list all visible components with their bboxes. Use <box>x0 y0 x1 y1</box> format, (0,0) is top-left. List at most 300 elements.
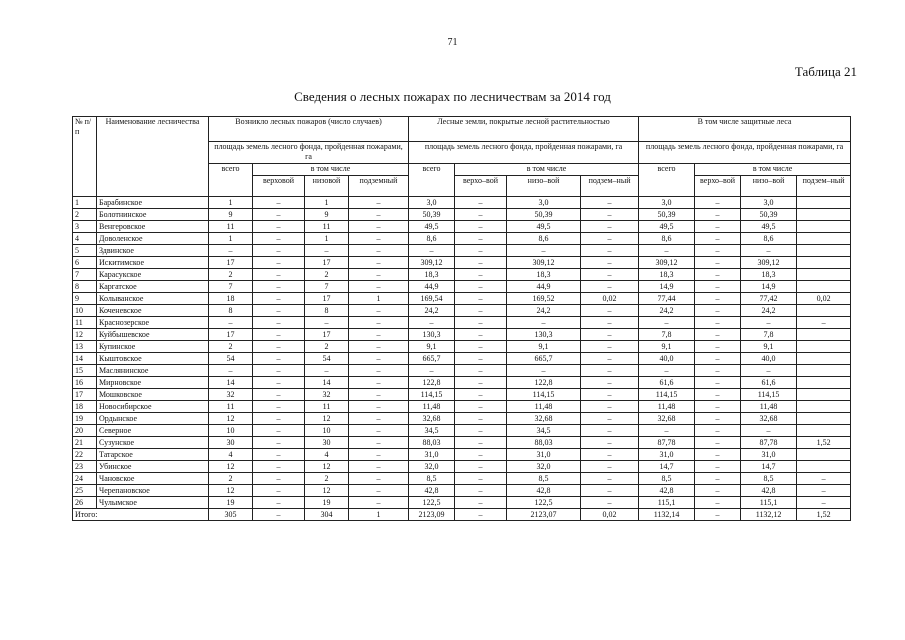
table-cell: – <box>253 269 305 281</box>
table-cell: 11 <box>209 221 253 233</box>
table-body <box>73 197 851 521</box>
table-cell: 8,6 <box>507 233 581 245</box>
header-ground-1: низовой <box>305 176 349 197</box>
table-cell: 12 <box>209 485 253 497</box>
table-cell: – <box>695 449 741 461</box>
table-cell: – <box>695 197 741 209</box>
table-row <box>73 497 851 509</box>
table-cell: – <box>581 413 639 425</box>
table-cell: 49,5 <box>741 221 797 233</box>
table-cell: 32,68 <box>409 413 455 425</box>
table-cell <box>797 413 851 425</box>
table-cell: 0,02 <box>797 293 851 305</box>
table-cell: 14,7 <box>741 461 797 473</box>
table-cell: 32,68 <box>507 413 581 425</box>
table-cell: – <box>349 437 409 449</box>
table-row <box>73 353 851 365</box>
table-cell <box>797 257 851 269</box>
table-cell: 18,3 <box>639 269 695 281</box>
table-cell: 61,6 <box>741 377 797 389</box>
table-cell: – <box>581 329 639 341</box>
table-cell: 44,9 <box>507 281 581 293</box>
total-label: Итого: <box>73 509 209 521</box>
table-cell: – <box>253 413 305 425</box>
table-cell: – <box>253 353 305 365</box>
table-cell: 8,5 <box>507 473 581 485</box>
header-fires-count: Возникло лесных пожаров (число случаев) <box>209 117 409 142</box>
header-area-3: площадь земель лесного фонда, пройденная пожарами, га <box>639 142 851 164</box>
table-cell: – <box>455 329 507 341</box>
table-cell: – <box>349 365 409 377</box>
table-cell: 8 <box>305 305 349 317</box>
table-cell: – <box>253 245 305 257</box>
table-cell: – <box>695 473 741 485</box>
table-cell: 8,6 <box>639 233 695 245</box>
table-cell: 309,12 <box>409 257 455 269</box>
table-row <box>73 377 851 389</box>
table-cell: – <box>581 197 639 209</box>
table-cell: 1 <box>209 233 253 245</box>
table-cell: 61,6 <box>639 377 695 389</box>
table-row <box>73 341 851 353</box>
forestry-name: Куйбышевское <box>97 329 209 341</box>
table-cell: 12 <box>305 461 349 473</box>
table-cell: – <box>455 461 507 473</box>
row-number: 13 <box>73 341 97 353</box>
total-cell: 304 <box>305 509 349 521</box>
table-cell: – <box>349 461 409 473</box>
forestry-name: Болотнинское <box>97 209 209 221</box>
table-row <box>73 281 851 293</box>
table-cell: – <box>349 353 409 365</box>
row-number: 23 <box>73 461 97 473</box>
table-cell: 665,7 <box>409 353 455 365</box>
header-protective-forest: В том числе защитные леса <box>639 117 851 142</box>
table-cell: – <box>581 389 639 401</box>
table-cell: 3,0 <box>639 197 695 209</box>
table-cell: 1 <box>209 197 253 209</box>
table-cell: 12 <box>305 485 349 497</box>
table-cell: 17 <box>305 329 349 341</box>
table-cell: – <box>349 329 409 341</box>
table-cell: – <box>349 269 409 281</box>
table-cell: – <box>741 365 797 377</box>
header-including-3: в том числе <box>695 164 851 176</box>
table-cell: – <box>695 281 741 293</box>
table-cell: 115,1 <box>639 497 695 509</box>
table-cell: – <box>507 245 581 257</box>
table-cell: – <box>797 497 851 509</box>
forestry-name: Мошковское <box>97 389 209 401</box>
header-name: Наименование лесничества <box>97 117 209 197</box>
table-cell: – <box>455 365 507 377</box>
table-cell: – <box>695 305 741 317</box>
table-cell: – <box>639 425 695 437</box>
table-cell: – <box>253 389 305 401</box>
table-cell: 11 <box>209 401 253 413</box>
row-number: 9 <box>73 293 97 305</box>
table-cell: 11,48 <box>409 401 455 413</box>
table-cell: – <box>695 245 741 257</box>
table-cell: – <box>695 365 741 377</box>
table-cell: 0,02 <box>581 293 639 305</box>
table-cell: – <box>409 317 455 329</box>
table-cell: 2 <box>305 473 349 485</box>
table-cell: 130,3 <box>409 329 455 341</box>
table-cell <box>797 341 851 353</box>
table-cell: 77,44 <box>639 293 695 305</box>
total-cell: 1,52 <box>797 509 851 521</box>
table-cell: 3,0 <box>741 197 797 209</box>
table-cell: 17 <box>209 329 253 341</box>
forestry-name: Колыванское <box>97 293 209 305</box>
table-cell <box>797 269 851 281</box>
table-cell: – <box>253 473 305 485</box>
table-cell: – <box>507 317 581 329</box>
table-cell: – <box>455 245 507 257</box>
table-cell: – <box>507 365 581 377</box>
table-cell: – <box>581 437 639 449</box>
row-number: 5 <box>73 245 97 257</box>
table-cell: – <box>741 425 797 437</box>
table-cell: 14 <box>305 377 349 389</box>
total-cell: 1132,12 <box>741 509 797 521</box>
table-cell: 11,48 <box>507 401 581 413</box>
table-cell: 88,03 <box>409 437 455 449</box>
table-cell: – <box>455 305 507 317</box>
table-cell: – <box>455 209 507 221</box>
table-cell: 31,0 <box>639 449 695 461</box>
forestry-name: Купинское <box>97 341 209 353</box>
forest-fires-table <box>72 116 851 521</box>
table-cell: – <box>695 269 741 281</box>
table-cell <box>797 353 851 365</box>
row-number: 3 <box>73 221 97 233</box>
table-cell: – <box>349 317 409 329</box>
table-cell: – <box>253 233 305 245</box>
table-cell: – <box>349 197 409 209</box>
table-cell: 31,0 <box>741 449 797 461</box>
total-cell: – <box>455 509 507 521</box>
table-cell: – <box>349 209 409 221</box>
table-cell <box>797 233 851 245</box>
table-row <box>73 449 851 461</box>
table-cell: 50,39 <box>409 209 455 221</box>
table-cell: – <box>349 221 409 233</box>
table-cell: – <box>695 329 741 341</box>
table-cell: 10 <box>305 425 349 437</box>
table-cell: 18 <box>209 293 253 305</box>
table-cell: 32,68 <box>639 413 695 425</box>
table-cell: 42,8 <box>639 485 695 497</box>
table-cell: 114,15 <box>741 389 797 401</box>
table-cell: – <box>349 233 409 245</box>
header-underground-1: подземный <box>349 176 409 197</box>
row-number: 26 <box>73 497 97 509</box>
table-cell: – <box>455 413 507 425</box>
table-cell: 12 <box>209 413 253 425</box>
row-number: 8 <box>73 281 97 293</box>
table-cell: – <box>253 365 305 377</box>
table-cell: – <box>695 485 741 497</box>
table-row <box>73 425 851 437</box>
table-cell: – <box>695 389 741 401</box>
table-cell: – <box>639 317 695 329</box>
table-cell: – <box>581 353 639 365</box>
table-cell: – <box>455 257 507 269</box>
row-number: 25 <box>73 485 97 497</box>
table-cell: 169,52 <box>507 293 581 305</box>
table-cell: 130,3 <box>507 329 581 341</box>
table-cell: – <box>695 317 741 329</box>
table-cell: 3,0 <box>409 197 455 209</box>
table-cell: – <box>209 317 253 329</box>
table-cell: – <box>349 497 409 509</box>
table-cell: 19 <box>305 497 349 509</box>
table-cell: 14,9 <box>741 281 797 293</box>
table-cell: – <box>253 449 305 461</box>
table-cell: 11,48 <box>741 401 797 413</box>
table-cell: 24,2 <box>507 305 581 317</box>
table-cell: – <box>455 449 507 461</box>
table-cell: – <box>349 449 409 461</box>
table-cell: – <box>455 353 507 365</box>
forestry-name: Доволенское <box>97 233 209 245</box>
table-cell <box>797 449 851 461</box>
table-cell <box>797 401 851 413</box>
row-number: 19 <box>73 413 97 425</box>
table-row <box>73 437 851 449</box>
forestry-name: Сузунское <box>97 437 209 449</box>
table-cell: 7,8 <box>639 329 695 341</box>
row-number: 20 <box>73 425 97 437</box>
table-cell: – <box>695 209 741 221</box>
table-cell: – <box>797 473 851 485</box>
table-cell: 9,1 <box>639 341 695 353</box>
forestry-name: Татарское <box>97 449 209 461</box>
row-number: 4 <box>73 233 97 245</box>
table-cell: – <box>349 341 409 353</box>
table-cell: – <box>253 377 305 389</box>
table-cell: 114,15 <box>639 389 695 401</box>
table-cell: – <box>581 281 639 293</box>
table-cell: 34,5 <box>507 425 581 437</box>
table-cell: 122,8 <box>409 377 455 389</box>
table-row <box>73 305 851 317</box>
table-cell: 17 <box>305 257 349 269</box>
table-cell: – <box>409 245 455 257</box>
table-cell: – <box>253 317 305 329</box>
table-row <box>73 293 851 305</box>
table-row <box>73 461 851 473</box>
header-ground-2: низо–вой <box>507 176 581 197</box>
table-row <box>73 413 851 425</box>
table-cell: 30 <box>209 437 253 449</box>
table-cell: 9 <box>209 209 253 221</box>
table-cell: 19 <box>209 497 253 509</box>
table-cell: 18,3 <box>507 269 581 281</box>
row-number: 22 <box>73 449 97 461</box>
header-number: № п/п <box>73 117 97 197</box>
table-cell: 8,6 <box>409 233 455 245</box>
table-cell: – <box>695 425 741 437</box>
table-row <box>73 401 851 413</box>
table-cell <box>797 377 851 389</box>
table-cell: – <box>253 257 305 269</box>
header-underground-3: подзем–ный <box>797 176 851 197</box>
header-including-2: в том числе <box>455 164 639 176</box>
table-cell: 1 <box>305 197 349 209</box>
total-cell: 2123,09 <box>409 509 455 521</box>
table-cell <box>797 329 851 341</box>
table-cell: – <box>581 317 639 329</box>
table-cell: 24,2 <box>639 305 695 317</box>
table-cell: – <box>639 245 695 257</box>
table-cell: 122,5 <box>409 497 455 509</box>
row-number: 2 <box>73 209 97 221</box>
table-cell: – <box>639 365 695 377</box>
table-cell <box>797 461 851 473</box>
table-cell: – <box>349 473 409 485</box>
table-cell <box>797 209 851 221</box>
table-cell: – <box>253 401 305 413</box>
table-cell: 50,39 <box>507 209 581 221</box>
forestry-name: Чулымское <box>97 497 209 509</box>
table-cell: 18,3 <box>741 269 797 281</box>
table-cell: 50,39 <box>741 209 797 221</box>
header-area-1: площадь земель лесного фонда, пройденная пожарами, га <box>209 142 409 164</box>
header-total-1: всего <box>209 164 253 197</box>
table-cell: – <box>253 341 305 353</box>
table-cell: 14,7 <box>639 461 695 473</box>
table-cell: – <box>253 437 305 449</box>
table-cell <box>797 305 851 317</box>
table-cell: 88,03 <box>507 437 581 449</box>
table-cell: – <box>455 233 507 245</box>
table-row <box>73 221 851 233</box>
table-cell: – <box>455 317 507 329</box>
total-row <box>73 509 851 521</box>
table-cell: – <box>253 305 305 317</box>
table-cell: – <box>581 221 639 233</box>
table-cell: – <box>455 389 507 401</box>
total-cell: – <box>695 509 741 521</box>
table-cell: 9 <box>305 209 349 221</box>
row-number: 18 <box>73 401 97 413</box>
table-cell: – <box>455 437 507 449</box>
table-cell: 2 <box>305 341 349 353</box>
row-number: 24 <box>73 473 97 485</box>
row-number: 14 <box>73 353 97 365</box>
row-number: 10 <box>73 305 97 317</box>
table-row <box>73 245 851 257</box>
table-cell <box>797 221 851 233</box>
forestry-name: Здвинское <box>97 245 209 257</box>
table-cell: – <box>455 401 507 413</box>
forestry-name: Маслянинское <box>97 365 209 377</box>
table-cell: 42,8 <box>507 485 581 497</box>
header-underground-2: подзем–ный <box>581 176 639 197</box>
table-cell: – <box>349 281 409 293</box>
table-cell: 18,3 <box>409 269 455 281</box>
table-cell: – <box>455 197 507 209</box>
table-cell: – <box>797 485 851 497</box>
table-cell: 40,0 <box>741 353 797 365</box>
table-cell: 50,39 <box>639 209 695 221</box>
table-cell <box>797 425 851 437</box>
table-cell: 309,12 <box>507 257 581 269</box>
table-cell: – <box>695 353 741 365</box>
forestry-name: Черепановское <box>97 485 209 497</box>
forestry-name: Венгеровское <box>97 221 209 233</box>
table-cell: – <box>455 281 507 293</box>
table-cell: – <box>349 377 409 389</box>
table-cell: – <box>797 317 851 329</box>
table-cell: – <box>349 305 409 317</box>
row-number: 7 <box>73 269 97 281</box>
table-cell: – <box>253 329 305 341</box>
table-cell: – <box>695 233 741 245</box>
table-cell: 49,5 <box>507 221 581 233</box>
table-cell: – <box>349 389 409 401</box>
table-cell: 11,48 <box>639 401 695 413</box>
table-cell: – <box>349 485 409 497</box>
table-cell: 24,2 <box>409 305 455 317</box>
table-cell: – <box>253 461 305 473</box>
table-cell: 122,5 <box>507 497 581 509</box>
table-row <box>73 317 851 329</box>
header-including-1: в том числе <box>253 164 409 176</box>
table-cell: – <box>581 461 639 473</box>
table-cell: 7 <box>305 281 349 293</box>
table-cell: – <box>741 317 797 329</box>
row-number: 6 <box>73 257 97 269</box>
table-cell: – <box>455 485 507 497</box>
table-cell: 54 <box>209 353 253 365</box>
table-row <box>73 233 851 245</box>
table-row <box>73 365 851 377</box>
table-cell: – <box>581 485 639 497</box>
table-cell: 54 <box>305 353 349 365</box>
table-cell: 42,8 <box>741 485 797 497</box>
table-cell: 32 <box>305 389 349 401</box>
table-cell: – <box>349 257 409 269</box>
table-cell: – <box>253 293 305 305</box>
table-cell: 2 <box>209 269 253 281</box>
table-cell: 77,42 <box>741 293 797 305</box>
table-cell: 2 <box>305 269 349 281</box>
table-row <box>73 257 851 269</box>
table-row <box>73 329 851 341</box>
table-cell: – <box>455 377 507 389</box>
table-cell: 7,8 <box>741 329 797 341</box>
table-cell: 2 <box>209 341 253 353</box>
row-number: 1 <box>73 197 97 209</box>
table-cell: 24,2 <box>741 305 797 317</box>
header-crown-1: верховой <box>253 176 305 197</box>
header-crown-3: верхо–вой <box>695 176 741 197</box>
table-cell: 9,1 <box>741 341 797 353</box>
table-cell: 87,78 <box>741 437 797 449</box>
table-cell: 8 <box>209 305 253 317</box>
table-cell: 7 <box>209 281 253 293</box>
header-total-3: всего <box>639 164 695 197</box>
table-cell: – <box>581 305 639 317</box>
table-cell: – <box>253 485 305 497</box>
forestry-name: Каргатское <box>97 281 209 293</box>
table-cell: 115,1 <box>741 497 797 509</box>
table-cell: – <box>349 413 409 425</box>
